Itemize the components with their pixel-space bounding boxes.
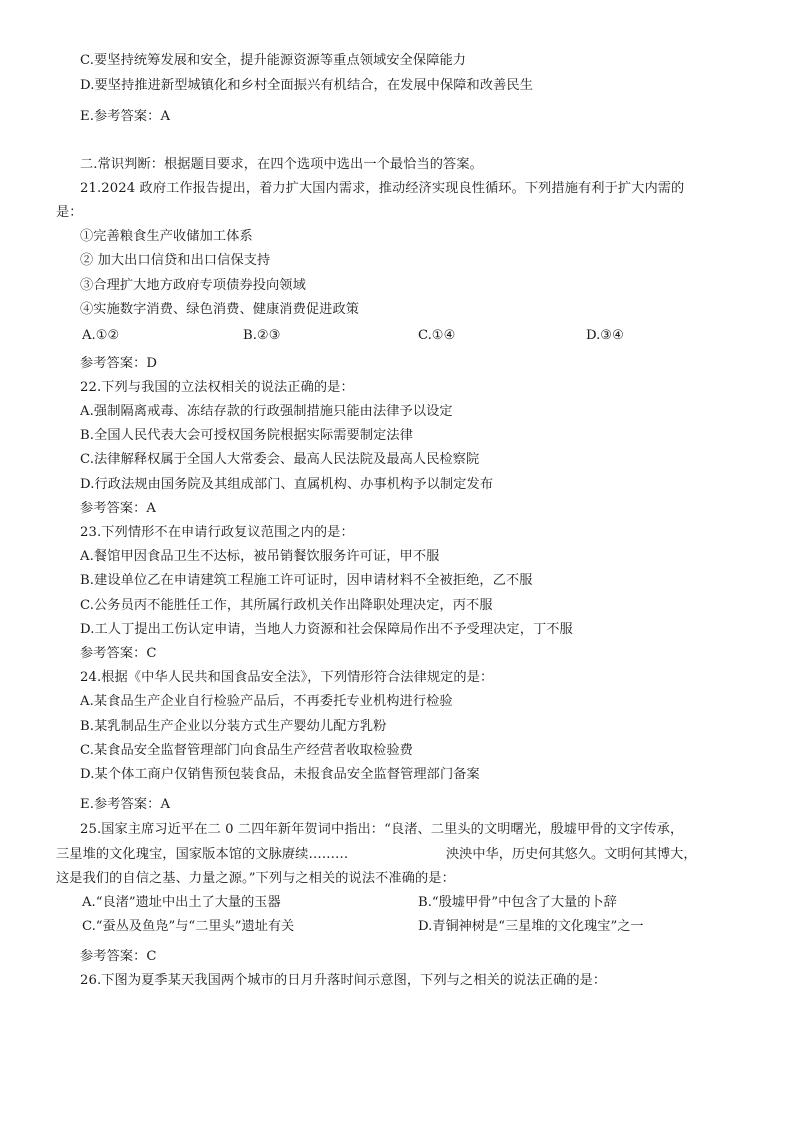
- statement-2: ② 加大出口信贷和出口信保支持: [80, 253, 271, 268]
- question-22-stem: 22.下列与我国的立法权相关的说法正确的是：: [80, 380, 354, 395]
- option-d-text: D.某个体工商户仅销售预包装食品，未报食品安全监督管理部门备案: [80, 767, 480, 782]
- statement-4: ④实施数字消费、绿色消费、健康消费促进政策: [80, 302, 360, 317]
- option-b-text: B.全国人民代表大会可授权国务院根据实际需要制定法律: [80, 428, 413, 443]
- option-d: D.青铜神树是“三星堆的文化瑰宝”之一: [418, 919, 644, 934]
- option-b-text: B.建设单位乙在申请建筑工程施工许可证时，因申请材料不全被拒绝，乙不服: [80, 573, 533, 588]
- answer-line: 参考答案：A: [80, 501, 157, 516]
- question-25-stem: 25.国家主席习近平在二 0 二四年新年贺词中指出：“良渚、二里头的文明曙光，殷墟甲骨的文字传承，: [80, 822, 684, 837]
- answer-line: 参考答案：D: [80, 356, 158, 371]
- option-c-text: C.要坚持统筹发展和安全，提升能源资源等重点领域安全保障能力: [80, 53, 467, 68]
- option-a: A.“良渚”遗址中出土了大量的玉器: [82, 895, 281, 910]
- section-heading: 二.常识判断：根据题目要求，在四个选项中选出一个最恰当的答案。: [80, 157, 483, 172]
- question-24-stem: 24.根据《中华人民共和国食品安全法》，下列情形符合法律规定的是：: [80, 670, 494, 685]
- statement-1: ①完善粮食生产收储加工体系: [80, 229, 253, 244]
- option-a-text: A.某食品生产企业自行检验产品后，不再委托专业机构进行检验: [80, 694, 453, 709]
- answer-line: 参考答案：C: [80, 949, 157, 964]
- option-a-text: A.餐馆甲因食品卫生不达标，被吊销餐饮服务许可证，甲不服: [80, 549, 440, 564]
- question-25-stem-cont: 三星堆的文化瑰宝，国家版本馆的文脉赓续………: [56, 847, 349, 862]
- question-25-stem-cont-right: 泱泱中华，历史何其悠久。文明何其博大，: [446, 847, 697, 862]
- option-c: C.①④: [418, 328, 456, 343]
- question-25-stem-end: 这是我们的自信之基、力量之源。”下列与之相关的说法不准确的是：: [56, 871, 455, 886]
- option-a: A.①②: [82, 328, 120, 343]
- option-c-text: C.公务员丙不能胜任工作，其所属行政机关作出降职处理决定，丙不服: [80, 598, 493, 613]
- option-c-text: C.某食品安全监督管理部门向食品生产经营者收取检验费: [80, 743, 413, 758]
- option-a-text: A.强制隔离戒毒、冻结存款的行政强制措施只能由法律予以设定: [80, 404, 453, 419]
- option-c: C.“蚕丛及鱼凫”与“二里头”遗址有关: [82, 919, 295, 934]
- answer-line: 参考答案：C: [80, 646, 157, 661]
- option-d: D.③④: [586, 328, 624, 343]
- option-b: B.“殷墟甲骨”中包含了大量的卜辞: [418, 895, 617, 910]
- option-d-text: D.要坚持推进新型城镇化和乡村全面振兴有机结合，在发展中保障和改善民生: [80, 78, 533, 93]
- question-21-stem: 21.2024 政府工作报告提出，着力扩大国内需求，推动经济实现良性循环。下列措施有利于扩大内需的: [80, 181, 685, 196]
- answer-line: E.参考答案：A: [80, 109, 171, 124]
- question-26-stem: 26.下图为夏季某天我国两个城市的日月升落时间示意图，下列与之相关的说法正确的是：: [80, 973, 607, 988]
- option-d-text: D.工人丁提出工伤认定申请，当地人力资源和社会保障局作出不予受理决定，丁不服: [80, 622, 573, 637]
- option-d-text: D.行政法规由国务院及其组成部门、直属机构、办事机构予以制定发布: [80, 477, 494, 492]
- option-c-text: C.法律解释权属于全国人大常委会、最高人民法院及最高人民检察院: [80, 452, 480, 467]
- statement-3: ③合理扩大地方政府专项债券投向领域: [80, 278, 306, 293]
- option-b-text: B.某乳制品生产企业以分装方式生产婴幼儿配方乳粉: [80, 719, 387, 734]
- question-21-stem-cont: 是：: [56, 205, 83, 220]
- answer-line: E.参考答案：A: [80, 797, 171, 812]
- option-b: B.②③: [243, 328, 281, 343]
- question-23-stem: 23.下列情形不在申请行政复议范围之内的是：: [80, 525, 354, 540]
